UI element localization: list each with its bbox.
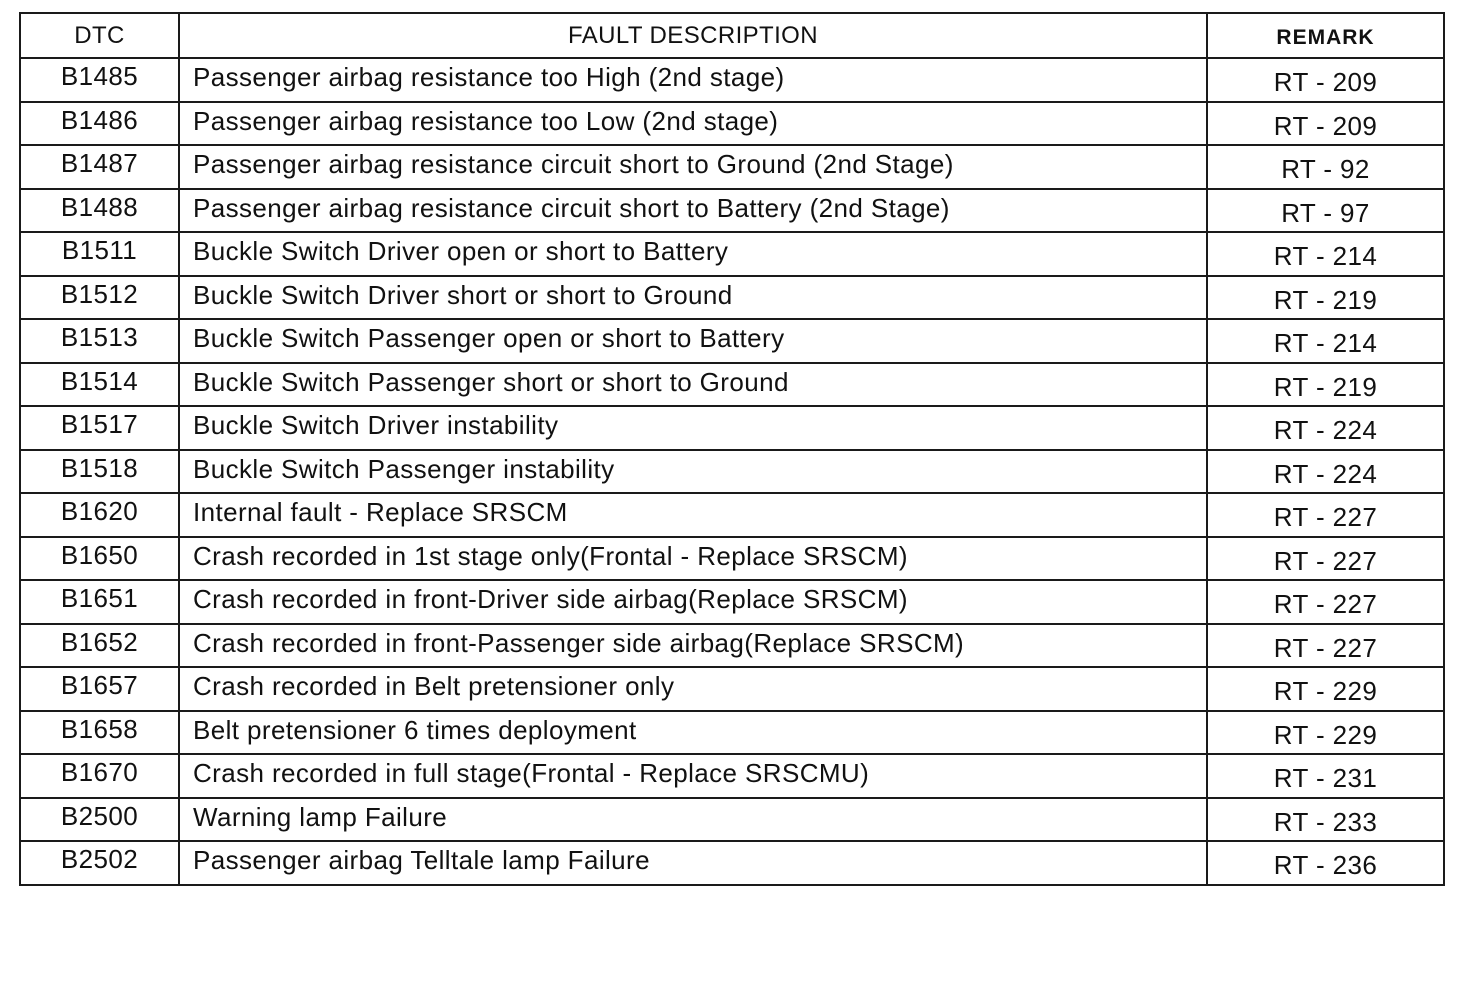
fault-description-cell: Crash recorded in front-Passenger side airbag(Replace SRSCM) <box>179 624 1207 668</box>
fault-description-cell: Buckle Switch Passenger instability <box>179 450 1207 494</box>
remark-cell: RT - 227 <box>1207 624 1444 668</box>
dtc-code-cell: B2500 <box>20 798 179 842</box>
fault-description-cell: Crash recorded in Belt pretensioner only <box>179 667 1207 711</box>
remark-cell: RT - 97 <box>1207 189 1444 233</box>
table-row <box>20 189 1444 233</box>
dtc-code-cell: B2502 <box>20 841 179 885</box>
fault-description-cell: Belt pretensioner 6 times deployment <box>179 711 1207 755</box>
fault-description-cell: Internal fault - Replace SRSCM <box>179 493 1207 537</box>
dtc-code-cell: B1658 <box>20 711 179 755</box>
remark-cell: RT - 224 <box>1207 450 1444 494</box>
fault-description-cell: Passenger airbag resistance circuit short to Battery (2nd Stage) <box>179 189 1207 233</box>
fault-description-cell: Crash recorded in full stage(Frontal - Replace SRSCMU) <box>179 754 1207 798</box>
remark-cell: RT - 227 <box>1207 580 1444 624</box>
remark-cell: RT - 227 <box>1207 493 1444 537</box>
dtc-code-cell: B1517 <box>20 406 179 450</box>
dtc-code-cell: B1512 <box>20 276 179 320</box>
table-row <box>20 537 1444 581</box>
fault-description-cell: Passenger airbag resistance too Low (2nd stage) <box>179 102 1207 146</box>
dtc-code-cell: B1670 <box>20 754 179 798</box>
dtc-code-cell: B1488 <box>20 189 179 233</box>
table-row <box>20 276 1444 320</box>
header-dtc: DTC <box>20 13 179 58</box>
fault-description-cell: Buckle Switch Passenger short or short to Ground <box>179 363 1207 407</box>
table-row <box>20 624 1444 668</box>
table-row <box>20 58 1444 102</box>
dtc-code-cell: B1486 <box>20 102 179 146</box>
fault-description-cell: Passenger airbag resistance too High (2nd stage) <box>179 58 1207 102</box>
remark-cell: RT - 229 <box>1207 711 1444 755</box>
dtc-code-cell: B1650 <box>20 537 179 581</box>
dtc-code-cell: B1511 <box>20 232 179 276</box>
dtc-code-cell: B1487 <box>20 145 179 189</box>
table-row <box>20 450 1444 494</box>
table-row <box>20 841 1444 885</box>
table-row <box>20 667 1444 711</box>
dtc-code-cell: B1651 <box>20 580 179 624</box>
remark-cell: RT - 233 <box>1207 798 1444 842</box>
table-row <box>20 493 1444 537</box>
remark-cell: RT - 224 <box>1207 406 1444 450</box>
dtc-code-cell: B1652 <box>20 624 179 668</box>
table-row <box>20 406 1444 450</box>
remark-cell: RT - 209 <box>1207 58 1444 102</box>
table-row <box>20 232 1444 276</box>
table-row <box>20 145 1444 189</box>
table-row <box>20 798 1444 842</box>
dtc-code-cell: B1514 <box>20 363 179 407</box>
table-row <box>20 102 1444 146</box>
header-remark: REMARK <box>1207 13 1444 58</box>
dtc-code-cell: B1518 <box>20 450 179 494</box>
fault-description-cell: Warning lamp Failure <box>179 798 1207 842</box>
dtc-code-cell: B1657 <box>20 667 179 711</box>
remark-cell: RT - 227 <box>1207 537 1444 581</box>
fault-description-cell: Buckle Switch Driver short or short to Ground <box>179 276 1207 320</box>
fault-description-cell: Passenger airbag Telltale lamp Failure <box>179 841 1207 885</box>
remark-cell: RT - 219 <box>1207 363 1444 407</box>
table-row <box>20 363 1444 407</box>
table-body <box>20 58 1444 885</box>
table-row <box>20 319 1444 363</box>
remark-cell: RT - 92 <box>1207 145 1444 189</box>
fault-description-cell: Buckle Switch Driver open or short to Battery <box>179 232 1207 276</box>
dtc-code-cell: B1485 <box>20 58 179 102</box>
remark-cell: RT - 214 <box>1207 232 1444 276</box>
dtc-code-cell: B1620 <box>20 493 179 537</box>
header-fault-description: FAULT DESCRIPTION <box>179 13 1207 58</box>
fault-description-cell: Buckle Switch Driver instability <box>179 406 1207 450</box>
fault-description-cell: Buckle Switch Passenger open or short to Battery <box>179 319 1207 363</box>
remark-cell: RT - 236 <box>1207 841 1444 885</box>
remark-cell: RT - 231 <box>1207 754 1444 798</box>
table-row <box>20 754 1444 798</box>
remark-cell: RT - 209 <box>1207 102 1444 146</box>
remark-cell: RT - 229 <box>1207 667 1444 711</box>
dtc-table <box>19 12 1445 886</box>
table-row <box>20 580 1444 624</box>
fault-description-cell: Crash recorded in 1st stage only(Frontal - Replace SRSCM) <box>179 537 1207 581</box>
remark-cell: RT - 214 <box>1207 319 1444 363</box>
fault-description-cell: Crash recorded in front-Driver side airbag(Replace SRSCM) <box>179 580 1207 624</box>
table-row <box>20 711 1444 755</box>
header-row <box>20 13 1444 58</box>
remark-cell: RT - 219 <box>1207 276 1444 320</box>
dtc-code-cell: B1513 <box>20 319 179 363</box>
fault-description-cell: Passenger airbag resistance circuit short to Ground (2nd Stage) <box>179 145 1207 189</box>
table-header <box>20 13 1444 58</box>
